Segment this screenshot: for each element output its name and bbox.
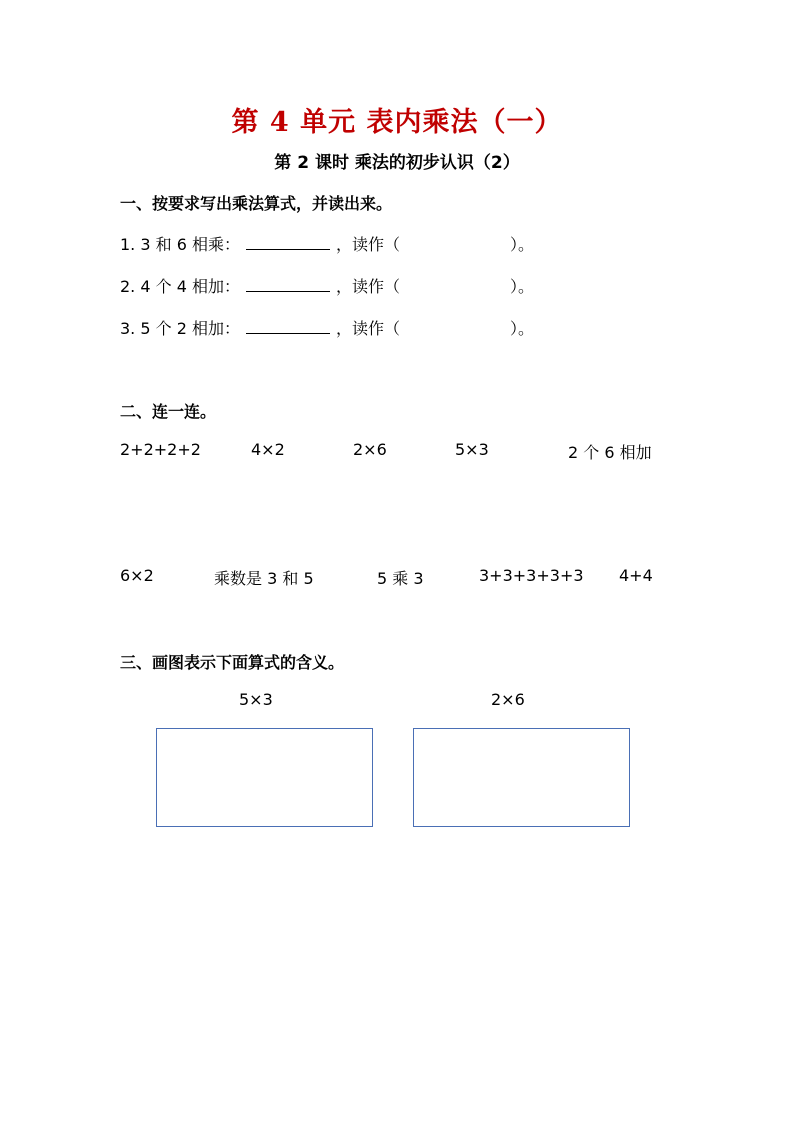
read-as-close: ）。 bbox=[510, 277, 535, 296]
match-top-item[interactable]: 2×6 bbox=[353, 440, 387, 459]
section-3-heading: 三、画图表示下面算式的含义。 bbox=[120, 653, 345, 672]
drawing-box[interactable] bbox=[413, 728, 630, 827]
question-row bbox=[120, 316, 534, 339]
section-1-heading: 一、按要求写出乘法算式，并读出来。 bbox=[120, 194, 393, 213]
match-top-item[interactable]: 2 个 6 相加 bbox=[568, 443, 652, 462]
read-as-label: ，读作（ bbox=[335, 235, 400, 254]
answer-blank[interactable] bbox=[246, 276, 330, 292]
question-row bbox=[120, 232, 534, 255]
match-top-item[interactable]: 4×2 bbox=[251, 440, 285, 459]
read-as-close: ）。 bbox=[510, 319, 535, 338]
match-bottom-item[interactable]: 4+4 bbox=[619, 566, 653, 585]
match-bottom-item[interactable]: 5 乘 3 bbox=[377, 569, 424, 588]
match-top-item[interactable]: 2+2+2+2 bbox=[120, 440, 201, 459]
drawing-box[interactable] bbox=[156, 728, 373, 827]
read-as-close: ）。 bbox=[510, 235, 535, 254]
question-row bbox=[120, 274, 534, 297]
read-as-label: ，读作（ bbox=[335, 319, 400, 338]
question-prompt: 1. 3 和 6 相乘： bbox=[120, 235, 240, 254]
question-prompt: 3. 5 个 2 相加： bbox=[120, 319, 240, 338]
match-bottom-item[interactable]: 乘数是 3 和 5 bbox=[214, 569, 314, 588]
answer-blank[interactable] bbox=[246, 318, 330, 334]
section-2-heading: 二、连一连。 bbox=[120, 402, 217, 421]
page-title: 第 4 单元 表内乘法（一） bbox=[231, 107, 563, 138]
question-prompt: 2. 4 个 4 相加： bbox=[120, 277, 240, 296]
match-bottom-item[interactable]: 6×2 bbox=[120, 566, 154, 585]
match-top-item[interactable]: 5×3 bbox=[455, 440, 489, 459]
read-as-label: ，读作（ bbox=[335, 277, 400, 296]
lesson-subtitle: 第 2 课时 乘法的初步认识（2） bbox=[274, 153, 520, 173]
match-bottom-item[interactable]: 3+3+3+3+3 bbox=[479, 566, 584, 585]
answer-blank[interactable] bbox=[246, 234, 330, 250]
drawing-label: 2×6 bbox=[491, 690, 525, 709]
drawing-label: 5×3 bbox=[239, 690, 273, 709]
